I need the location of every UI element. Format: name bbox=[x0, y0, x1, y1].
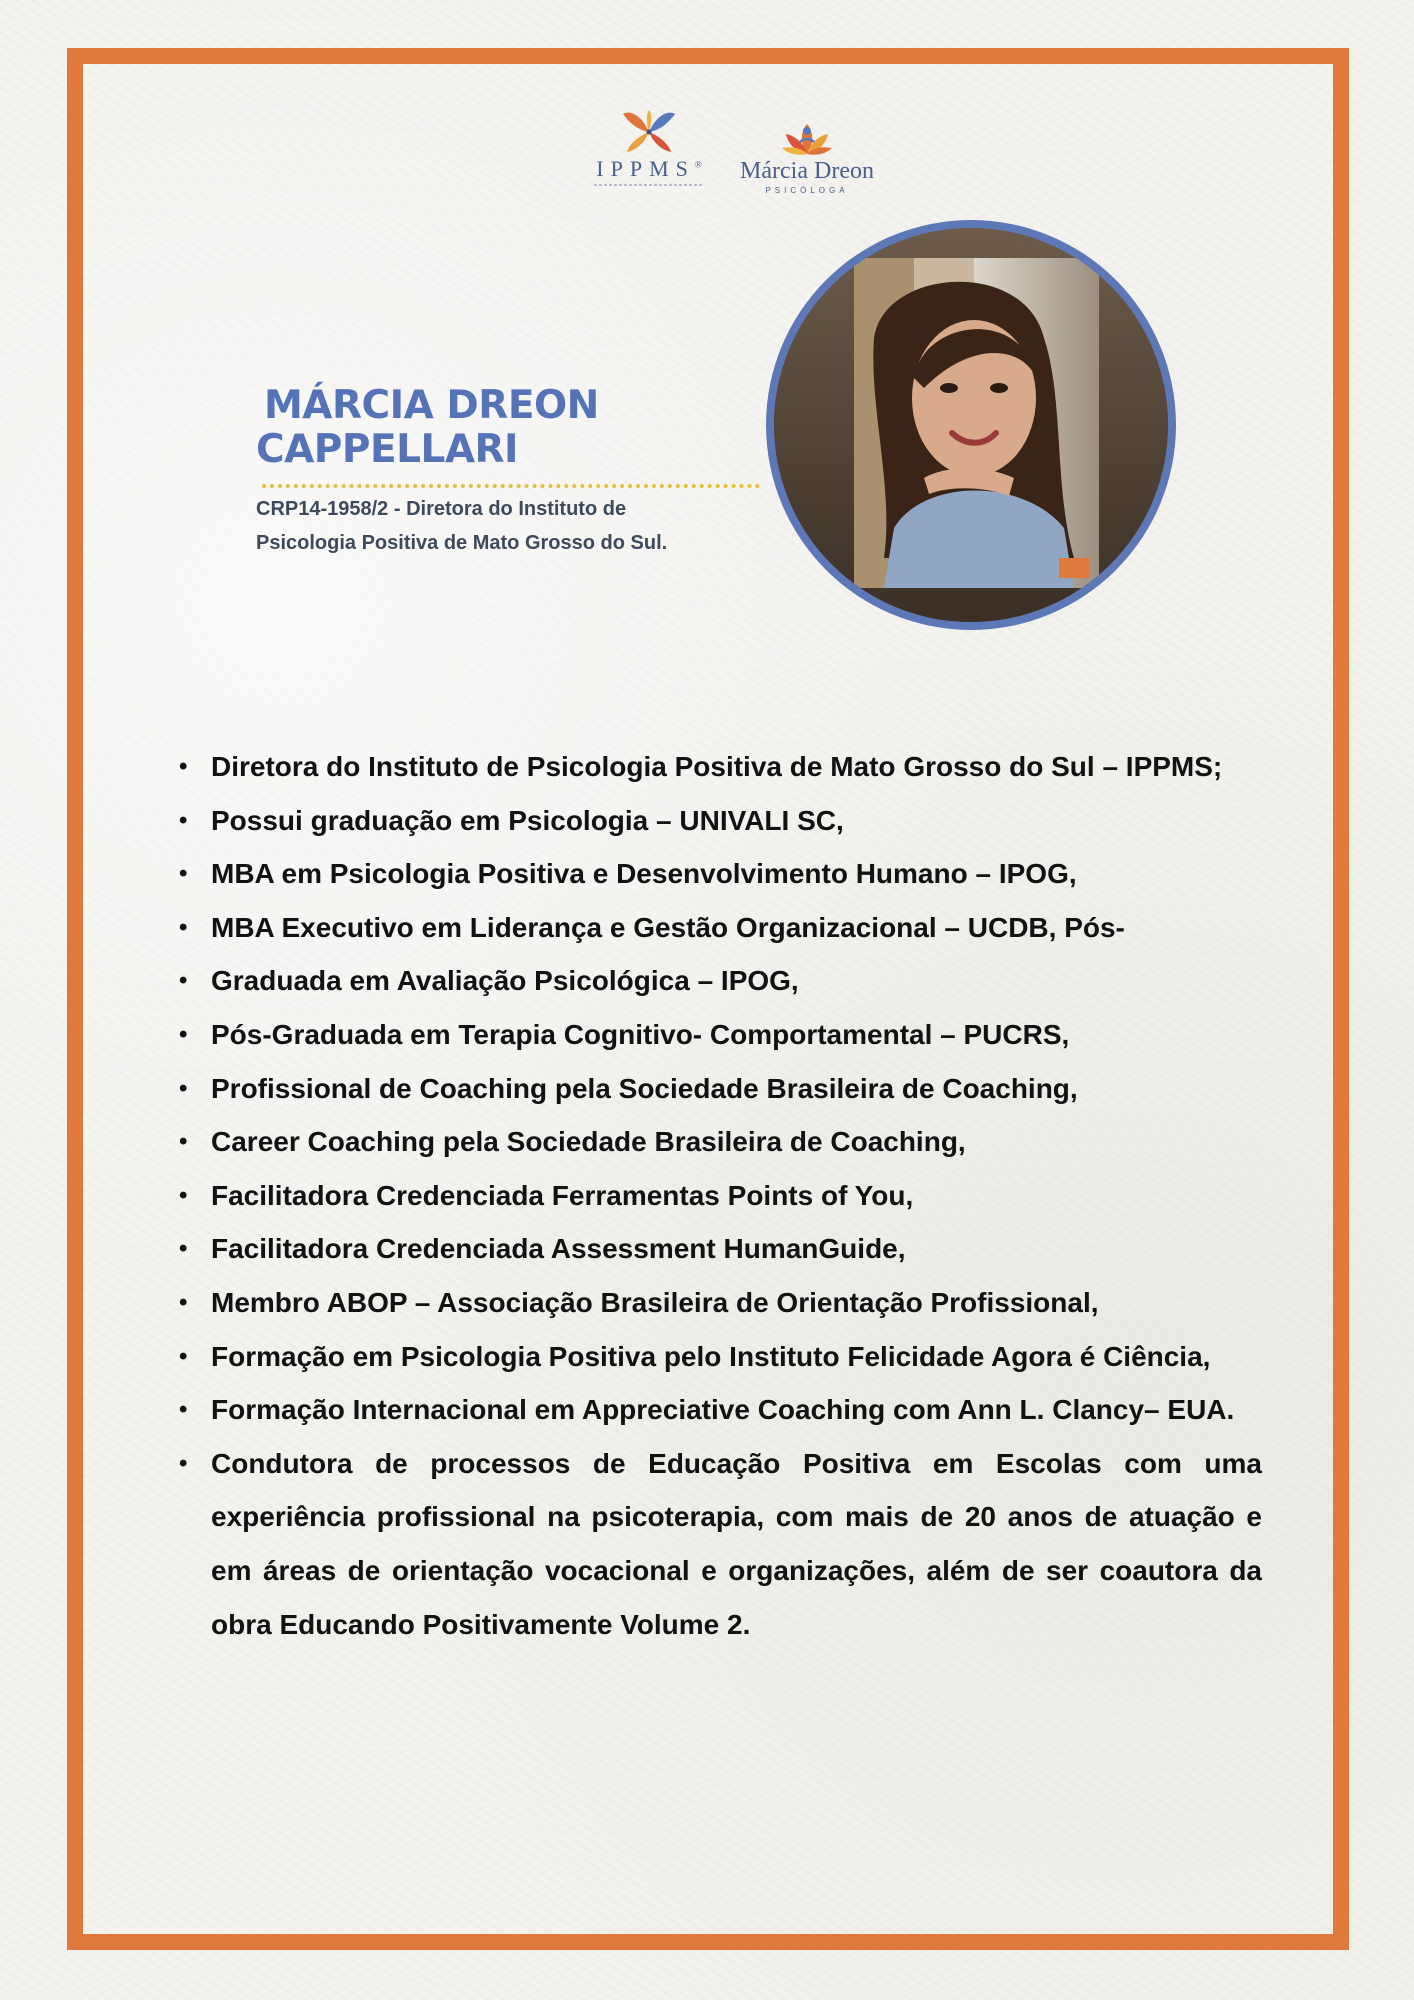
name-line-1: MÁRCIA DREON bbox=[264, 383, 599, 428]
portrait-illustration bbox=[774, 228, 1168, 622]
marcia-dreon-subtitle: PSICÓLOGA bbox=[765, 186, 849, 195]
bullet-icon: • bbox=[179, 753, 188, 780]
bullet-icon: • bbox=[179, 806, 188, 834]
ippms-logo bbox=[584, 108, 714, 198]
list-item: • Facilitadora Credenciada Ferramentas Points of You, bbox=[175, 1169, 1262, 1223]
qualifications-list bbox=[175, 740, 1262, 1651]
name-line-2: CAPPELLARI bbox=[256, 427, 519, 472]
list-item: • Diretora do Instituto de Psicologia Positiva de Mato Grosso do Sul – IPPMS; bbox=[175, 740, 1262, 794]
bullet-icon: • bbox=[179, 1449, 188, 1477]
profile-credentials: CRP14-1958/2 - Diretora do Instituto de Psicologia Positiva de Mato Grosso do Sul. bbox=[256, 498, 668, 554]
profile-name bbox=[256, 384, 599, 472]
profile-photo-image bbox=[774, 228, 1168, 622]
bullet-icon: • bbox=[179, 1128, 188, 1156]
list-item: • Pós-Graduada em Terapia Cognitivo- Comportamental – PUCRS, bbox=[175, 1008, 1262, 1062]
lotus-logo-icon bbox=[780, 120, 834, 160]
ippms-tagline-decoration bbox=[594, 184, 704, 186]
bullet-icon: • bbox=[179, 1020, 188, 1048]
bullet-icon: • bbox=[179, 860, 188, 888]
list-item: • Condutora de processos de Educação Positiva em Escolas com uma experiência profissional na psicoterapia, com mais de 20 anos de atuação e em áreas de orientação vocacional e organizações, além de ser coautora da obra Educando Positivamente Volume 2. bbox=[175, 1437, 1262, 1651]
list-item: • Facilitadora Credenciada Assessment HumanGuide, bbox=[175, 1222, 1262, 1276]
profile-photo bbox=[766, 220, 1176, 630]
bullet-icon: • bbox=[179, 1235, 188, 1263]
list-item: • MBA em Psicologia Positiva e Desenvolvimento Humano – IPOG, bbox=[175, 847, 1262, 901]
bullet-icon: • bbox=[179, 1074, 188, 1102]
dotted-divider bbox=[262, 484, 760, 488]
bullet-icon: • bbox=[179, 1396, 188, 1424]
marcia-dreon-logo bbox=[730, 120, 884, 200]
header-logos bbox=[584, 108, 884, 198]
list-item: • Career Coaching pela Sociedade Brasileira de Coaching, bbox=[175, 1115, 1262, 1169]
bullet-icon: • bbox=[179, 1181, 188, 1209]
list-item: • Formação Internacional em Appreciative Coaching com Ann L. Clancy– EUA. bbox=[175, 1383, 1262, 1437]
list-item: • Possui graduação em Psicologia – UNIVALI SC, bbox=[175, 794, 1262, 848]
list-item: • Graduada em Avaliação Psicológica – IPOG, bbox=[175, 954, 1262, 1008]
list-item: • MBA Executivo em Liderança e Gestão Organizacional – UCDB, Pós- bbox=[175, 901, 1262, 955]
list-item: • Formação em Psicologia Positiva pelo Instituto Felicidade Agora é Ciência, bbox=[175, 1330, 1262, 1384]
marcia-dreon-wordmark: Márcia Dreon bbox=[740, 158, 874, 184]
ippms-wordmark: IPPMS® bbox=[596, 156, 702, 181]
bullet-icon: • bbox=[179, 913, 188, 941]
list-item: • Membro ABOP – Associação Brasileira de Orientação Profissional, bbox=[175, 1276, 1262, 1330]
bullet-icon: • bbox=[179, 1342, 188, 1370]
bullet-icon: • bbox=[179, 1288, 188, 1316]
list-item: • Profissional de Coaching pela Sociedade Brasileira de Coaching, bbox=[175, 1062, 1262, 1116]
butterfly-logo-icon bbox=[619, 108, 679, 156]
bullet-icon: • bbox=[179, 967, 188, 995]
